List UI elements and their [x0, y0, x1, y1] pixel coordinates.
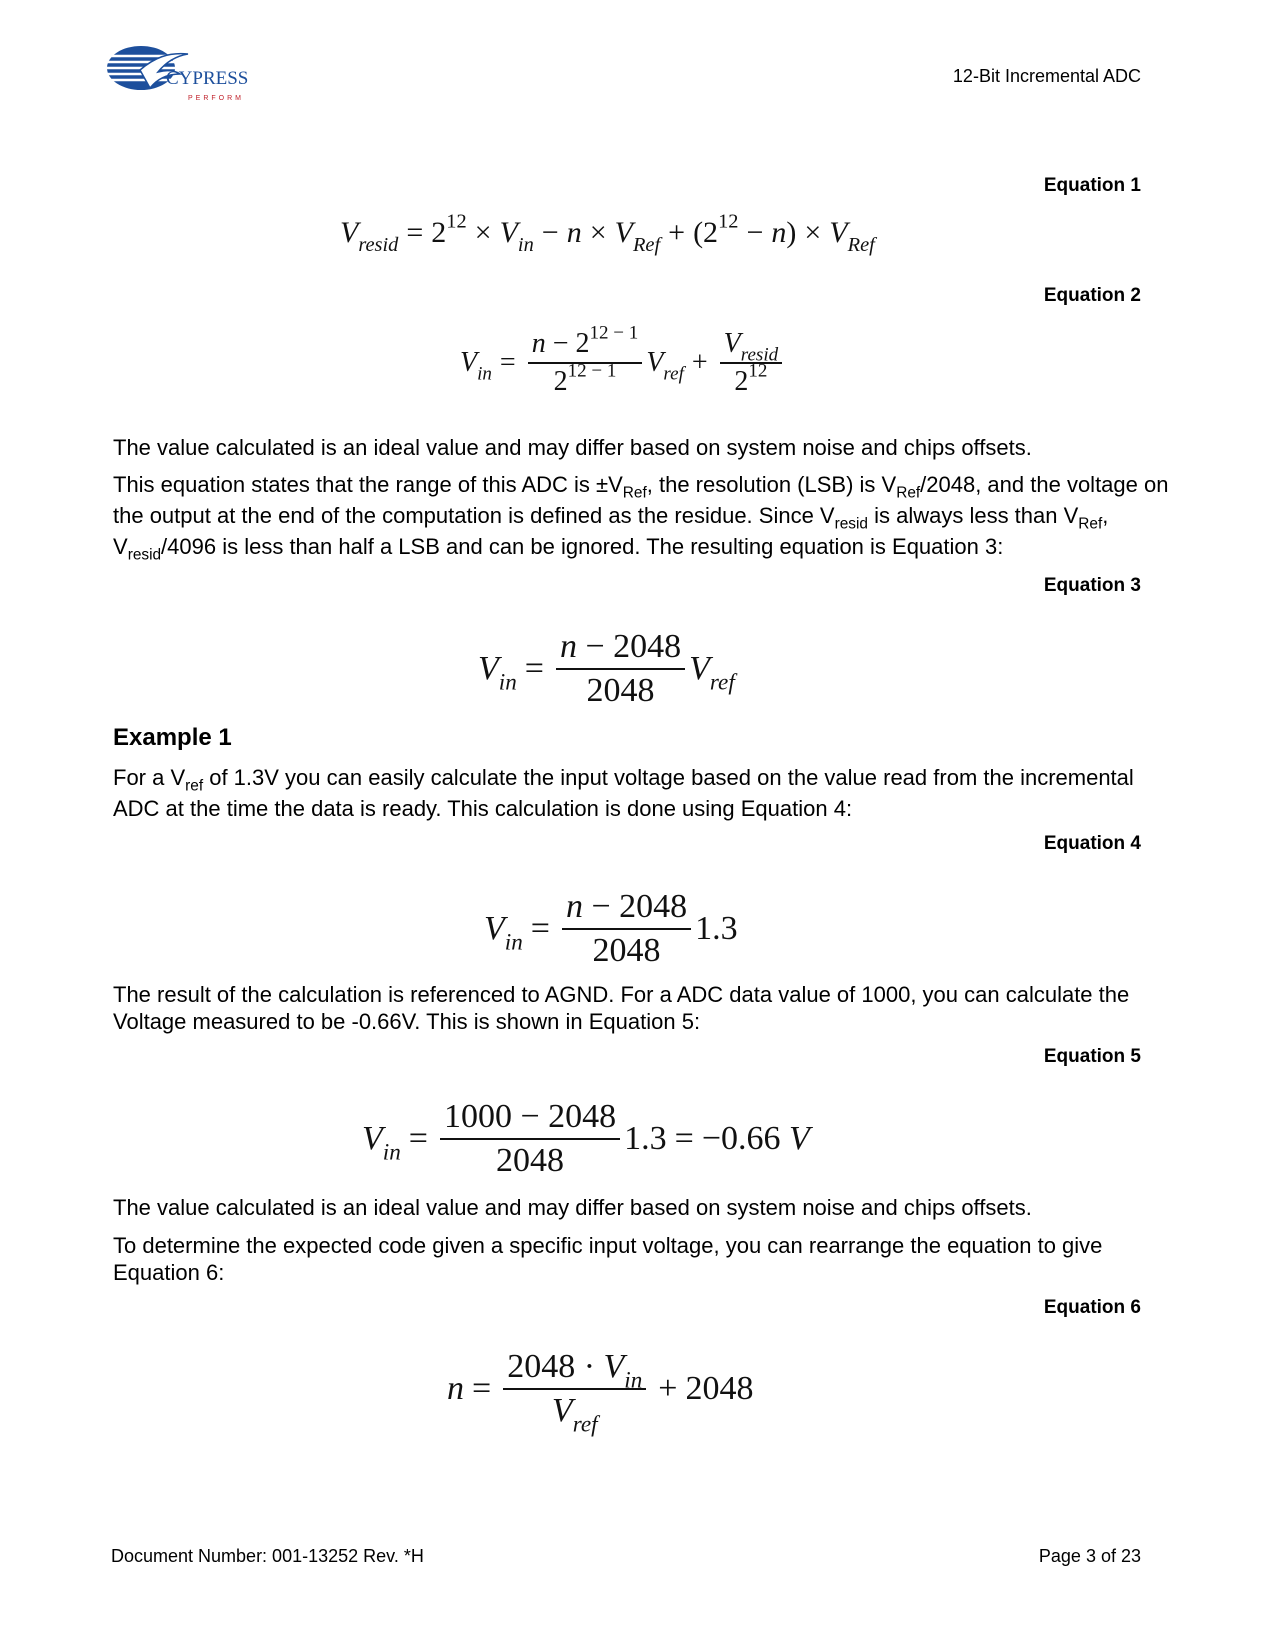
paragraph-rearrange: To determine the expected code given a specific input voltage, you can rearrange the equation to give Equation 6:	[113, 1233, 1103, 1285]
document-number: Document Number: 001-13252 Rev. *H	[111, 1546, 424, 1566]
equation-3: $V_{in}$ = $\frac{n - 2048}{2048}$ $V_{ref}$	[478, 628, 735, 709]
paragraph-vref-example: For a $V_{ref}$ of 1.3V you can easily calculate the input voltage based on the value read from the incremental ADC at the time the data is ready. This calculation is done using Equation 4:	[113, 765, 1134, 821]
equation-6-label: Equation 6	[1043, 1297, 1141, 1318]
equation-1: $V_{resid} = 2^{12} \times V_{in} - n \times V_{Ref} + (2^{12} - n) \times V_{Ref}$	[340, 210, 875, 257]
paragraph-agnd-reference: The result of the calculation is referenced to AGND. For a ADC data value of 1000, you can calculate the Voltage measured to be -0.66V. This is shown in Equation 5:	[113, 982, 1130, 1034]
paragraph-ideal-value-1: The value calculated is an ideal value and may differ based on system noise and chips offsets.	[113, 435, 1032, 460]
example-1-heading: Example 1	[113, 724, 232, 751]
cypress-logo-mark	[96, 40, 266, 110]
equation-5-label: Equation 5	[1043, 1046, 1141, 1067]
svg-text:PERFORM: PERFORM	[188, 95, 244, 102]
equation-3-label: Equation 3	[1043, 575, 1141, 596]
equation-5: $V_{in}$ = $\frac{1000 - 2048}{2048}$ 1.3 = −0.66 V	[362, 1098, 810, 1179]
svg-text:CYPRESS: CYPRESS	[166, 68, 249, 89]
paragraph-range-resolution: This equation states that the range of this ADC is $\pm V_{Ref}$, the resolution (LSB) is $V_{Ref}/2048$, and the voltage on the output at the end of the computation is defined as the residue. Since $V_{resid}$ is always less than $V_{Ref}$, $V_{resid}/4096$ is less than half a LSB and can be ignored. The resulting equation is Equation 3:	[113, 472, 1169, 564]
paragraph-ideal-value-2: The value calculated is an ideal value and may differ based on system noise and chips offsets.	[113, 1195, 1032, 1220]
cypress-logo	[96, 40, 266, 110]
equation-6: n = $\frac{2048 \cdot V_{in}}{V_{ref}}$ + 2048	[447, 1348, 754, 1438]
equation-1-label: Equation 1	[1043, 175, 1141, 196]
document-title: 12-Bit Incremental ADC	[952, 66, 1141, 86]
equation-2: $V_{in}$ = $\frac{n - 2^{12 - 1}}{2^{12 - 1}}$ $V_{ref}$ + $\frac{V_{resid}}{2^{12}}$	[460, 328, 786, 398]
page-number: Page 3 of 23	[1038, 1546, 1141, 1566]
equation-4: $V_{in}$ = $\frac{n - 2048}{2048}$ 1.3	[484, 888, 738, 969]
equation-2-label: Equation 2	[1043, 285, 1141, 306]
equation-4-label: Equation 4	[1043, 833, 1141, 854]
